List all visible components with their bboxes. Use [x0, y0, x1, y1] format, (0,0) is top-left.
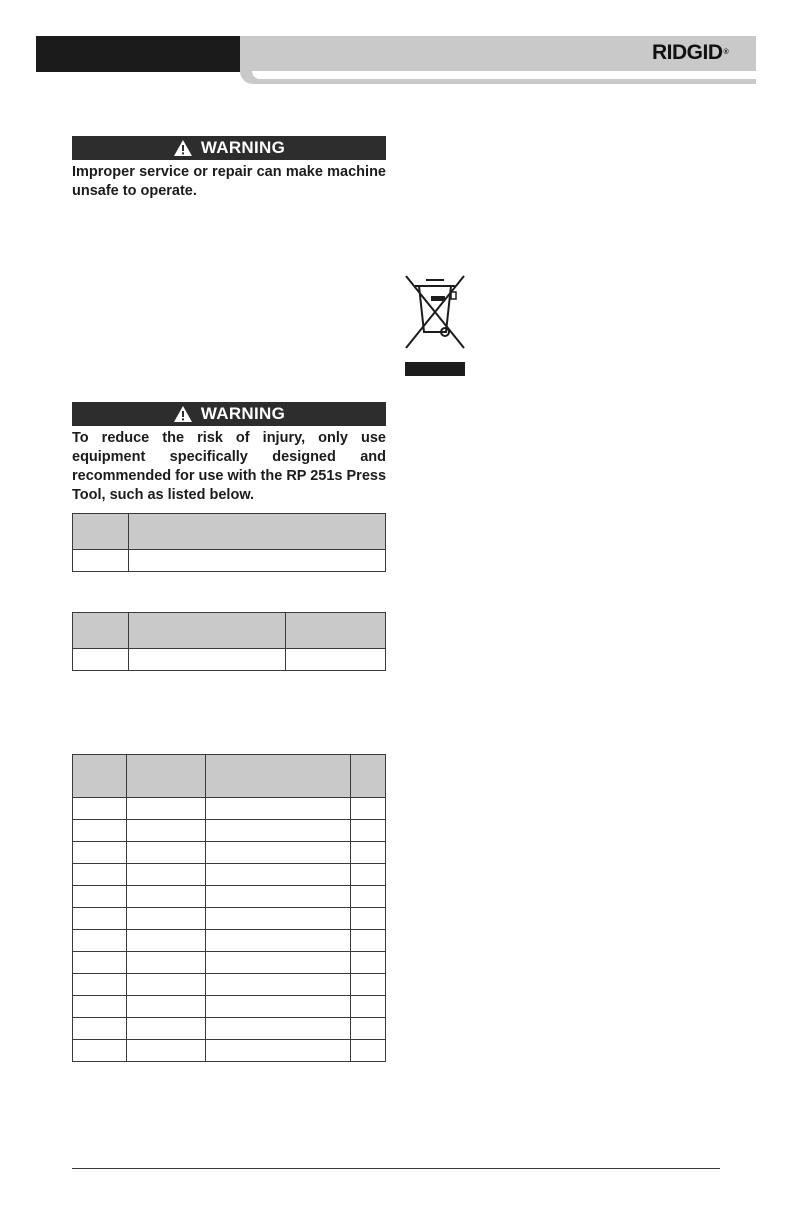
table-row [73, 864, 386, 886]
table-row [73, 842, 386, 864]
table-cell [205, 952, 351, 974]
table-cell [73, 1018, 127, 1040]
table-cell [351, 1018, 386, 1040]
table-cell [205, 886, 351, 908]
table-cell [351, 842, 386, 864]
table-cell [351, 864, 386, 886]
table-cell [73, 930, 127, 952]
table-header-cell [73, 755, 127, 798]
table-cell [351, 974, 386, 996]
table-cell [351, 930, 386, 952]
table-cell [73, 886, 127, 908]
table-cell [205, 908, 351, 930]
table-cell [351, 820, 386, 842]
table-cell [126, 930, 205, 952]
table-cell [351, 996, 386, 1018]
table-row [73, 550, 386, 572]
warning-text: Improper service or repair can make machine unsafe to operate. [72, 164, 386, 199]
table-cell [351, 908, 386, 930]
jaw-table [72, 754, 386, 1062]
table-cell [73, 842, 127, 864]
table-cell [126, 820, 205, 842]
table-cell [126, 1040, 205, 1062]
table-row [73, 1040, 386, 1062]
crossed-out-wheelie-bin-icon [404, 272, 466, 376]
table-cell [128, 550, 385, 572]
table-header-cell [205, 755, 351, 798]
table-header-cell [286, 613, 386, 649]
table-header-cell [128, 514, 385, 550]
table-cell [73, 1040, 127, 1062]
table-row [73, 908, 386, 930]
table-cell [205, 798, 351, 820]
table-cell [126, 864, 205, 886]
table-cell [351, 1040, 386, 1062]
table-cell [351, 952, 386, 974]
table-cell [128, 649, 285, 671]
ridgid-logo: RIDGID® [652, 41, 729, 64]
table-header-row [73, 514, 386, 550]
table-cell [126, 1018, 205, 1040]
table-header-cell [128, 613, 285, 649]
footer-rule [72, 1168, 720, 1169]
table-cell [73, 798, 127, 820]
warning-label: WARNING [200, 138, 286, 157]
table-cell [286, 649, 386, 671]
table-cell [205, 1018, 351, 1040]
table-cell [73, 820, 127, 842]
equipment-table [72, 513, 386, 572]
table-header-row [73, 755, 386, 798]
table-header-cell [351, 755, 386, 798]
warning-triangle-icon [173, 405, 193, 423]
table-cell [73, 952, 127, 974]
table-cell [126, 974, 205, 996]
table-row [73, 820, 386, 842]
header-dark-tab [36, 36, 240, 72]
table-cell [351, 798, 386, 820]
table-cell [73, 649, 129, 671]
table-cell [351, 886, 386, 908]
table-cell [126, 798, 205, 820]
table-cell [205, 930, 351, 952]
warning-triangle-icon [173, 139, 193, 157]
warning-text: To reduce the risk of injury, only use equipment specifically designed and recommended for use with the RP 251s Press Tool, such as listed below. [72, 430, 387, 503]
table-header-row [73, 613, 386, 649]
table-row [73, 886, 386, 908]
table-cell [126, 952, 205, 974]
table-cell [205, 842, 351, 864]
table-cell [126, 886, 205, 908]
table-row [73, 974, 386, 996]
warning-label: WARNING [200, 404, 286, 423]
table-row [73, 649, 386, 671]
table-cell [73, 908, 127, 930]
table-row [73, 952, 386, 974]
table-cell [73, 550, 129, 572]
table-cell [205, 1040, 351, 1062]
table-cell [205, 996, 351, 1018]
table-cell [126, 908, 205, 930]
table-row [73, 1018, 386, 1040]
table-cell [126, 842, 205, 864]
table-cell [126, 996, 205, 1018]
warning-header [72, 136, 386, 160]
table-header-cell [126, 755, 205, 798]
table-row [73, 996, 386, 1018]
table-cell [73, 996, 127, 1018]
table-cell [205, 864, 351, 886]
table-row [73, 930, 386, 952]
table-cell [73, 864, 127, 886]
table-cell [205, 820, 351, 842]
warning-header [72, 402, 386, 426]
table-cell [205, 974, 351, 996]
table-header-cell [73, 613, 129, 649]
table-cell [73, 974, 127, 996]
table-row [73, 798, 386, 820]
accessory-table [72, 612, 386, 671]
table-header-cell [73, 514, 129, 550]
